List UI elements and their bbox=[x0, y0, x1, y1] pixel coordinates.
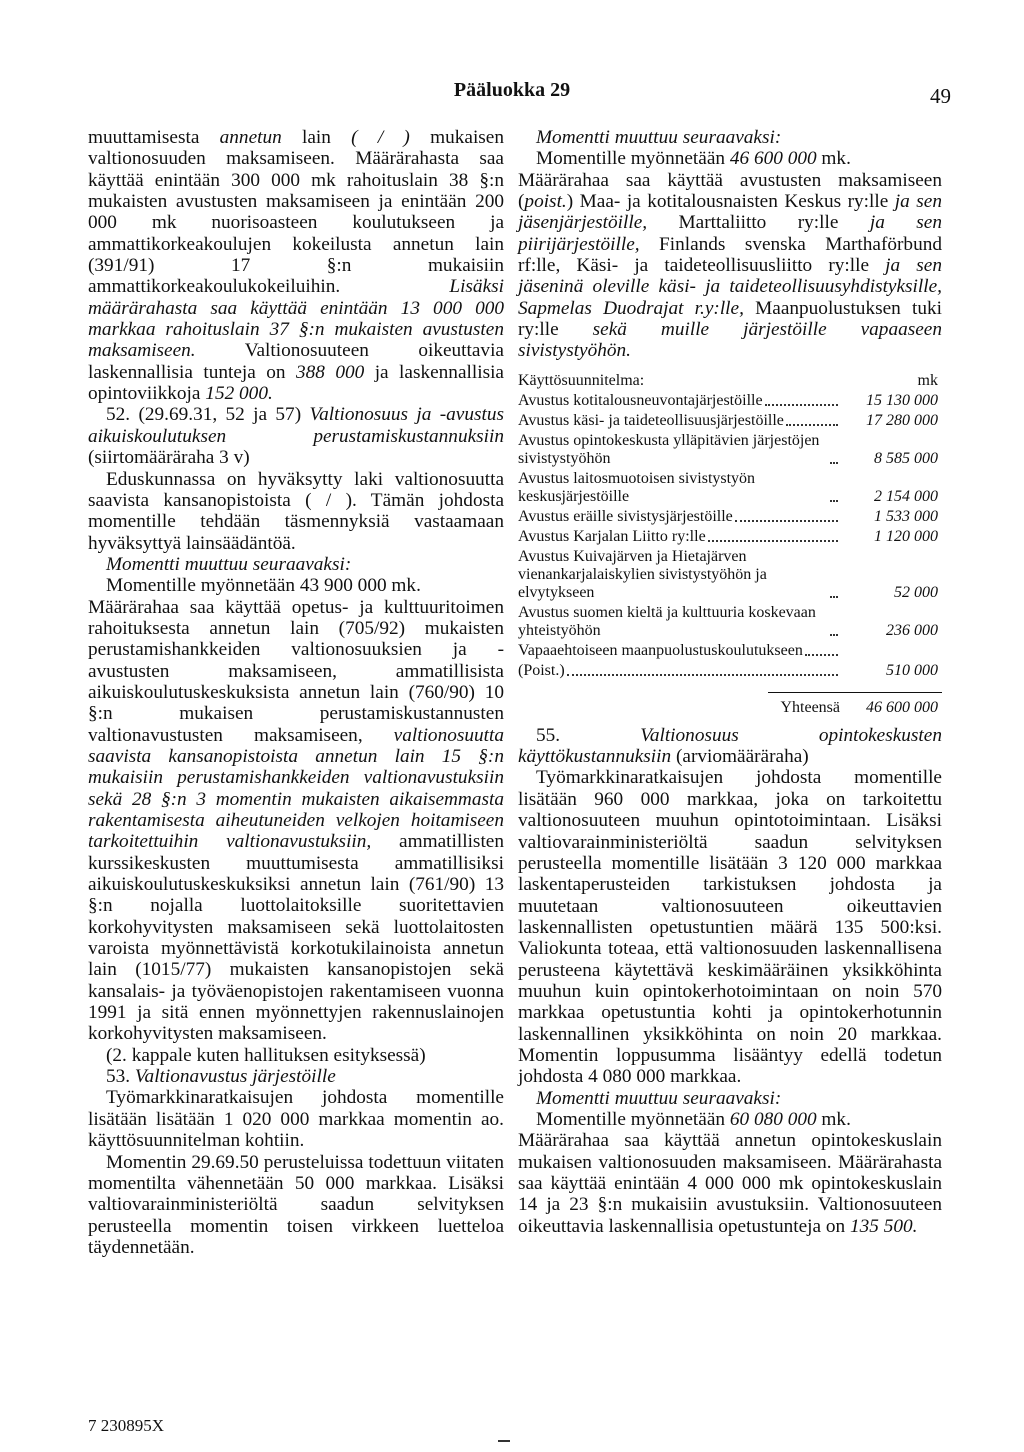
table-header bbox=[518, 372, 942, 390]
total-value: 46 600 000 bbox=[866, 698, 938, 716]
italic-run: valtionosuutta saavista kansanopistoista annetun lain 15 §:n mukaisiin perustamishankkeiden valtionavustuksiin sekä 28 §:n 3 momentin mukaisten aikaisemmasta rakentamisesta aiheutuneiden velkojen hoitamiseen tarkoitettuihin valtionavustuksiin, bbox=[88, 724, 504, 853]
table-row bbox=[518, 662, 942, 680]
leader-dots bbox=[567, 674, 838, 676]
row-label-text: Avustus suomen kieltä ja kulttuuria koskevaan yhteistyöhön bbox=[518, 603, 816, 639]
leader-dots bbox=[805, 654, 838, 656]
row-value: 17 280 000 bbox=[866, 411, 938, 429]
table-rows bbox=[518, 392, 942, 680]
text-run: Valtionosuuteen oikeuttavia laskennallisia tunteja on bbox=[88, 340, 504, 383]
paragraph bbox=[518, 1130, 942, 1237]
text-run: Finlands svenska Marthaförbund rf:lle, Käsi- ja taideteollisuusliitto ry:lle bbox=[518, 233, 942, 277]
appropriation-line: Momentille myönnetään 43 900 000 mk. bbox=[106, 575, 421, 597]
paragraph bbox=[88, 127, 504, 404]
text-run: mukaisen valtionosuuden maksamiseen. Määrärahasta saa käyttää enintään 300 000 mk rahoituslain 38 §:n mukaisten avustusten maksamiseen ja enintään 200 000 mk nuorisoasteen koulutukseen ja ammattikorkeakoulujen kokeilusta annetun lain (391/91) 17 §:n mukaisiin ammattikorkeakoulukokeiluihin. bbox=[88, 127, 504, 298]
row-value: 52 000 bbox=[894, 583, 938, 601]
appropriation-text: Momentille myönnetään bbox=[536, 148, 730, 170]
page-number: 49 bbox=[930, 84, 951, 108]
paragraph-text: Määrärahaa saa käyttää annetun opintokeskuslain mukaisen valtionosuuden maksamiseen. Määrärahasta saa käyttää enintään 4 000 000 mk opintokeskuslain 14 ja 23 §:n mukaisiin avustuksiin. Valtionosuuteen oikeuttavia laskennallisia opetustunteja on bbox=[518, 1130, 942, 1237]
text-run: Määrärahaa saa käyttää avustusten maksamiseen ( bbox=[518, 169, 942, 213]
text-run: ja laskennallisia opintoviikkoja bbox=[88, 361, 504, 405]
row-value: 2 154 000 bbox=[874, 487, 938, 505]
row-label-text: (Poist.) bbox=[518, 661, 565, 679]
appropriation-text: Momentille myönnetään bbox=[536, 1108, 730, 1130]
text-run: Marttaliitto ry:lle bbox=[647, 212, 870, 234]
usage-plan-table bbox=[518, 372, 942, 717]
text-run: 55. bbox=[536, 724, 641, 746]
paragraph: Eduskunnassa on hyväksytty laki valtionosuutta saavista kansanopistoista ( / ). Tämän johdosta momentille tehdään täsmennyksiä vastaamaan hyväksyttyä lainsäädäntöä. bbox=[88, 468, 504, 554]
total-row bbox=[518, 699, 942, 717]
amendment-heading bbox=[88, 554, 504, 575]
page-mark bbox=[498, 1440, 510, 1442]
row-label-text: Avustus kotitalousneuvontajärjestöille bbox=[518, 391, 763, 409]
paragraph: (2. kappale kuten hallituksen esityksessä) bbox=[106, 1044, 426, 1066]
table-row bbox=[518, 604, 942, 640]
row-value: 15 130 000 bbox=[866, 391, 938, 409]
row-label bbox=[518, 392, 854, 410]
paragraph bbox=[88, 597, 504, 1045]
amendment-heading bbox=[518, 1088, 942, 1109]
item-53-heading bbox=[88, 1066, 504, 1087]
footer-print-code: 7 230895X bbox=[88, 1416, 165, 1435]
appropriation-amount: 60 080 000 bbox=[729, 1108, 817, 1130]
row-value: 1 533 000 bbox=[874, 507, 938, 525]
paragraph: Työmarkkinaratkaisujen johdosta momentille lisätään 960 000 markkaa, joka on tarkoitettu valtionosuuteen muuhun opintotoimintaan. Lisäksi valtiovarainministeriöltä saadun selvityksen perusteella momentille lisätään 3 120 000 markkaa laskentaperusteiden tarkistuksen johdosta ja muutetaan valtionosuuteen oikeuttavien laskennallisten opetustuntien määrä 135 500:ksi. Valiokunta toteaa, että valtionosuuden laskennallisena perusteena käytettävä keskimääräinen yksikköhinta muuhun kuin opintokerhotoimintaan on noin 570 markkaa opetustuntia kohti ja opintokerhotunnin laskennallinen yksikköhinta on noin 20 markkaa. Momentin loppusumma lisääntyy edellä todetun johdosta 4 080 000 markkaa. bbox=[518, 767, 942, 1088]
italic-run: ja sen piirijärjestöille, bbox=[518, 212, 942, 255]
italic-run: 388 000 bbox=[295, 361, 365, 383]
amendment-heading-text: Momentti muuttuu seuraavaksi: bbox=[536, 1087, 782, 1109]
italic-run: sekä muille järjestöille vapaaseen sivistystyöhön. bbox=[518, 319, 942, 362]
italic-run: Valtionosuus opintokeskusten käyttökustannuksiin bbox=[518, 724, 942, 768]
italic-run: ja sen jäseninä oleville käsi- ja taideteollisuusyhdistyksille, Sapmelas Duodrajat r.y:lle, bbox=[518, 255, 942, 319]
appropriation-line bbox=[518, 148, 942, 169]
item-title: Valtionavustus järjestöille bbox=[134, 1066, 336, 1088]
row-value: 510 000 bbox=[886, 661, 938, 679]
row-label-text: Avustus eräille sivistysjärjestöille bbox=[518, 507, 733, 525]
leader-dots bbox=[830, 634, 838, 636]
paragraph: Työmarkkinaratkaisujen johdosta momentille lisätään lisätään 1 020 000 markkaa momentin ao. käyttösuunnitelman kohtiin. bbox=[88, 1087, 504, 1152]
leader-dots bbox=[765, 404, 838, 406]
italic-run: Lisäksi määrärahasta saa käyttää enintään 13 000 000 markkaa rahoituslain 37 §:n mukaisten avustusten maksamiseen. bbox=[88, 276, 504, 362]
text-run: ) Maa- ja kotitalousnaisten Keskus ry:lle bbox=[566, 191, 895, 213]
text-run: 52. (29.69.31, 52 ja 57) bbox=[106, 404, 310, 426]
italic-run: annetun bbox=[219, 127, 282, 148]
text-run: Maanpuolustuksen tuki ry:lle bbox=[518, 297, 942, 341]
table-row bbox=[518, 412, 942, 430]
table-row bbox=[518, 642, 942, 660]
leader-dots bbox=[786, 424, 838, 426]
leader-dots bbox=[830, 462, 838, 464]
appropriation-unit: mk. bbox=[816, 148, 851, 170]
appropriation-amount: 46 600 000 bbox=[729, 148, 817, 170]
table-row bbox=[518, 432, 942, 468]
italic-run: 152 000. bbox=[205, 383, 273, 405]
total-divider bbox=[768, 692, 942, 693]
italic-run: Valtionosuus ja -avustus aikuiskoulutuksen perustamiskustannuksiin bbox=[88, 404, 505, 447]
total-label: Yhteensä bbox=[780, 698, 840, 716]
italic-run: ( / ) bbox=[351, 127, 410, 148]
row-label-text: Avustus Kuivajärven ja Hietajärven vienankarjalaiskylien sivistystyöhön ja elvytykseen bbox=[518, 547, 767, 601]
text-run: (siirtomääräraha 3 v) bbox=[88, 447, 250, 469]
row-label bbox=[518, 528, 854, 546]
row-value: 236 000 bbox=[886, 621, 938, 639]
row-label bbox=[518, 548, 854, 602]
item-number: 53. bbox=[106, 1066, 135, 1088]
table-row bbox=[518, 392, 942, 410]
row-label-text: Avustus käsi- ja taideteollisuusjärjestöille bbox=[518, 411, 784, 429]
paragraph-amount: 135 500. bbox=[849, 1215, 918, 1237]
paragraph bbox=[518, 170, 942, 362]
appropriation-unit: mk. bbox=[816, 1108, 851, 1130]
italic-run: poist. bbox=[524, 191, 567, 213]
row-label-text: Vapaaehtoiseen maanpuolustuskoulutukseen bbox=[518, 641, 803, 659]
amendment-heading-text: Momentti muuttuu seuraavaksi: bbox=[106, 553, 352, 575]
row-label bbox=[518, 508, 854, 526]
row-label-text: Avustus laitosmuotoisen sivistystyön keskusjärjestöille bbox=[518, 469, 756, 505]
row-value: 8 585 000 bbox=[874, 449, 938, 467]
row-label bbox=[518, 412, 854, 430]
text-run: ammatillisten kurssikeskusten muuttumisesta ammatillisiksi aikuiskoulutuskeskuksiksi annetun lain (761/90) 13 §:n nojalla luottolaitoksille suoritettavien korkohyvitysten maksamiseen sekä luottolaitosten varoista myönnettävistä korkotukilainoista annetun lain (1015/77) mukaisten kansanopistojen sekä kansalais- ja työväenopistojen rakentamiseen vuonna 1991 ja sitä ennen myönnettyjen rakennuslainojen korkohyvitysten maksamiseen. bbox=[88, 831, 504, 1045]
row-label bbox=[518, 662, 854, 680]
row-label bbox=[518, 470, 854, 506]
item-55-heading bbox=[518, 725, 942, 768]
table-unit: mk bbox=[917, 371, 938, 389]
text-run: Määrärahaa saa käyttää opetus- ja kulttuuritoimen rahoituksesta annetun lain (705/92) mukaisten perustamishankkeiden valtionosuuksien ja -avustusten maksamiseen, ammatillisista aikuiskoulutuskeskuksista annetun lain (760/90) 10 §:n mukaisen perustamiskustannusten valtionavustusten maksamiseen, bbox=[88, 596, 504, 746]
text-run: lain bbox=[281, 127, 352, 148]
page-header-title: Pääluokka 29 bbox=[453, 79, 571, 101]
leader-dots bbox=[735, 520, 838, 522]
table-row bbox=[518, 508, 942, 526]
paragraph: Momentin 29.69.50 perusteluissa todettuun viitaten momentilta vähennetään 50 000 markkaa. Lisäksi valtiovarainministeriöltä saadun selvityksen perusteella momentin toisen virkkeen luetteloa täydennetään. bbox=[88, 1151, 504, 1258]
item-52-heading bbox=[88, 404, 504, 468]
left-column bbox=[88, 127, 504, 1258]
table-heading: Käyttösuunnitelma: bbox=[518, 371, 645, 389]
table-row bbox=[518, 528, 942, 546]
amendment-heading bbox=[518, 127, 942, 148]
amendment-heading-text: Momentti muuttuu seuraavaksi: bbox=[536, 127, 782, 148]
leader-dots bbox=[708, 540, 838, 542]
row-label bbox=[518, 432, 854, 468]
text-run: muuttamisesta bbox=[88, 127, 220, 148]
leader-dots bbox=[830, 500, 838, 502]
text-run: (arviomääräraha) bbox=[671, 746, 809, 768]
row-label-text: Avustus opintokeskusta ylläpitävien järjestöjen sivistystyöhön bbox=[518, 431, 820, 467]
row-value: 1 120 000 bbox=[874, 527, 938, 545]
row-label bbox=[518, 642, 854, 660]
appropriation-line bbox=[518, 1109, 942, 1130]
leader-dots bbox=[830, 596, 838, 598]
row-label-text: Avustus Karjalan Liitto ry:lle bbox=[518, 527, 706, 545]
table-row bbox=[518, 548, 942, 602]
right-column bbox=[518, 127, 942, 1237]
table-row bbox=[518, 470, 942, 506]
row-label bbox=[518, 604, 854, 640]
italic-run: ja sen jäsenjärjestöille, bbox=[518, 191, 942, 234]
